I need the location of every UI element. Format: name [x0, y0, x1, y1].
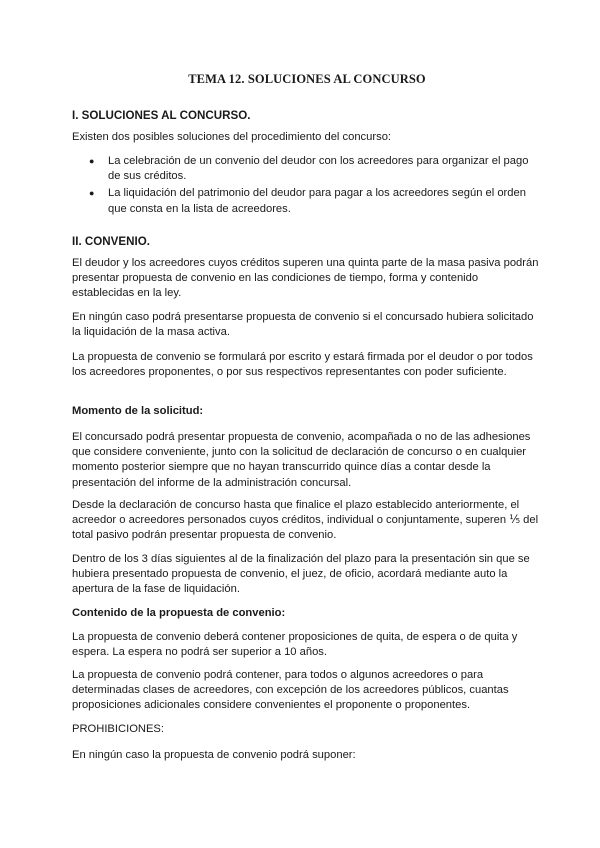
- paragraph: Dentro de los 3 días siguientes al de la finalización del plazo para la presentación sin que se hubiera presentado propuesta de convenio, el juez, de oficio, acordará mediante auto la apertura de la fase de liquidación.: [72, 553, 530, 596]
- list-item-text: La liquidación del patrimonio del deudor para pagar a los acreedores según el orden que consta en la lista de acreedores.: [108, 187, 526, 215]
- list-item: [72, 154, 542, 184]
- section-heading-soluciones: I. SOLUCIONES AL CONCURSO.: [72, 109, 251, 122]
- document-title: TEMA 12. SOLUCIONES AL CONCURSO: [188, 72, 426, 86]
- prohibitions-label: PROHIBICIONES:: [72, 723, 165, 735]
- section1-intro: Existen dos posibles soluciones del procedimiento del concurso:: [72, 131, 392, 143]
- section-heading-convenio: II. CONVENIO.: [72, 235, 150, 248]
- bullet-icon: ●: [89, 156, 95, 166]
- paragraph: El deudor y los acreedores cuyos créditos superen una quinta parte de la masa pasiva podrán presentar propuesta de convenio en las condiciones de tiempo, forma y contenido establecidas en la ley.: [72, 257, 539, 300]
- list-item-text: La celebración de un convenio del deudor con los acreedores para organizar el pago de sus créditos.: [108, 155, 529, 183]
- paragraph: La propuesta de convenio se formulará por escrito y estará firmada por el deudor o por todos los acreedores proponentes, o por sus respectivos representantes con poder suficiente.: [72, 351, 533, 379]
- paragraph: La propuesta de convenio podrá contener, para todos o algunos acreedores o para determinadas clases de acreedores, con excepción de los acreedores públicos, cuantas proposiciones adicionales considere convenientes el proponente o proponentes.: [72, 669, 509, 712]
- paragraph: La propuesta de convenio deberá contener proposiciones de quita, de espera o de quita y espera. La espera no podrá ser superior a 10 años.: [72, 631, 518, 659]
- paragraph: En ningún caso podrá presentarse propuesta de convenio si el concursado hubiera solicitado la liquidación de la masa activa.: [72, 311, 534, 339]
- paragraph: Desde la declaración de concurso hasta que finalice el plazo establecido anteriormente, el acreedor o acreedores personados cuyos créditos, individual o conjuntamente, superen ⅕ del total pasivo podrán presentar propuesta de convenio.: [72, 499, 539, 542]
- bullet-icon: ●: [89, 188, 95, 199]
- subheading-contenido: Contenido de la propuesta de convenio:: [72, 607, 286, 619]
- section1-bullet-list: [72, 154, 542, 219]
- paragraph: En ningún caso la propuesta de convenio podrá suponer:: [72, 749, 356, 761]
- paragraph: El concursado podrá presentar propuesta de convenio, acompañada o no de las adhesiones que considere conveniente, junto con la solicitud de declaración de concurso o en cualquier momento posterior siempre que no hayan transcurrido quince días a contar desde la presentación del informe de la administración concursal.: [72, 431, 531, 489]
- subheading-momento: Momento de la solicitud:: [72, 405, 204, 417]
- list-item: [72, 186, 542, 216]
